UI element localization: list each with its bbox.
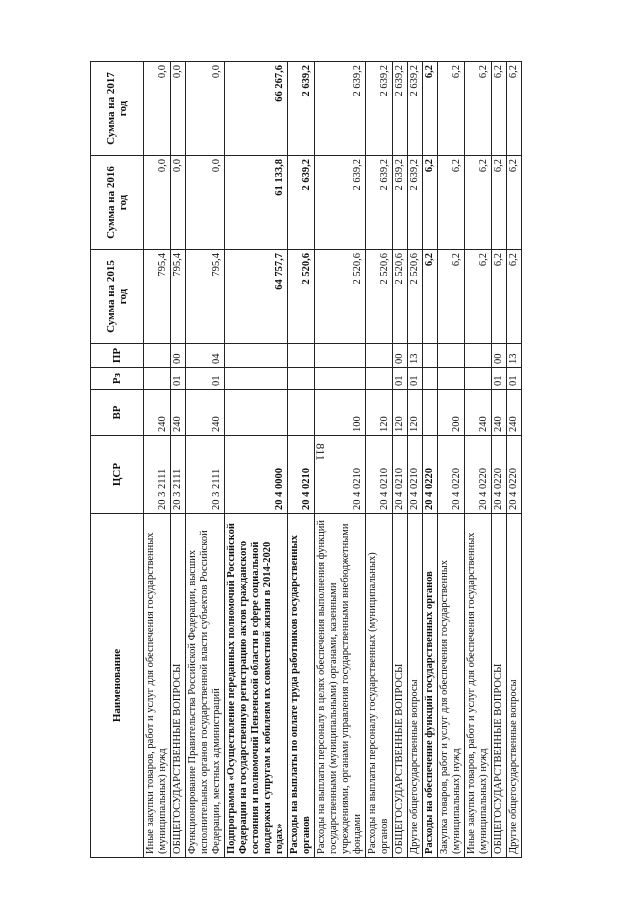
- cell-csr: 20 4 0220: [492, 436, 507, 514]
- cell-name: ОБЩЕГОСУДАРСТВЕННЫЕ ВОПРОСЫ: [393, 514, 408, 858]
- cell-csr: 20 4 0220: [438, 436, 465, 514]
- cell-vr: 240: [144, 390, 171, 436]
- cell-name: Подпрограмма «Осуществление переданных полномочий Российской Федерации на государственную регистрацию актов гражданского состояния и полномочий Пензенской области в сфере социальной поддержки супругам к юбилеям их совместной жизни в 2014-2020 годах»: [225, 514, 288, 858]
- cell-rz: 01: [408, 368, 423, 390]
- budget-table-frame: [90, 62, 554, 858]
- table-row: [393, 62, 408, 858]
- cell-rz: [438, 368, 465, 390]
- cell-sum-2015: 2 520,6: [408, 250, 423, 344]
- cell-name: Расходы на выплаты персоналу в целях обеспечения выполнения функций государственными (муниципальными) органами, казенными учреждениями, органами управления государственными внебюджетными фондами: [315, 514, 366, 858]
- table-row: [408, 62, 423, 858]
- cell-rz: [423, 368, 438, 390]
- cell-pr: 00: [171, 344, 186, 368]
- table-row: [465, 62, 492, 858]
- table-row: [144, 62, 171, 858]
- cell-name: Другие общегосударственные вопросы: [408, 514, 423, 858]
- table-header-row: [91, 62, 144, 858]
- cell-name: Иные закупки товаров, работ и услуг для обеспечения государственных (муниципальных) нужд: [144, 514, 171, 858]
- cell-sum-2017: 2 639,2: [408, 62, 423, 156]
- cell-csr: 20 4 0220: [507, 436, 522, 514]
- cell-pr: 00: [393, 344, 408, 368]
- cell-pr: 04: [186, 344, 225, 368]
- table-row: [507, 62, 522, 858]
- table-row: [423, 62, 438, 858]
- cell-rz: [225, 368, 288, 390]
- cell-pr: [366, 344, 393, 368]
- cell-sum-2016: 0,0: [144, 156, 171, 250]
- cell-rz: [315, 368, 366, 390]
- cell-sum-2015: 6,2: [438, 250, 465, 344]
- cell-sum-2016: 0,0: [171, 156, 186, 250]
- cell-sum-2016: 2 639,2: [288, 156, 315, 250]
- cell-vr: 120: [408, 390, 423, 436]
- cell-vr: [225, 390, 288, 436]
- cell-name: Иные закупки товаров, работ и услуг для обеспечения государственных (муниципальных) нужд: [465, 514, 492, 858]
- cell-csr: 20 3 2111: [144, 436, 171, 514]
- cell-sum-2015: 795,4: [171, 250, 186, 344]
- cell-sum-2017: 2 639,2: [366, 62, 393, 156]
- table-row: [288, 62, 315, 858]
- cell-pr: [315, 344, 366, 368]
- cell-sum-2016: 6,2: [423, 156, 438, 250]
- cell-pr: 00: [492, 344, 507, 368]
- cell-sum-2017: 66 267,6: [225, 62, 288, 156]
- cell-rz: [366, 368, 393, 390]
- table-row: [366, 62, 393, 858]
- cell-sum-2017: 6,2: [423, 62, 438, 156]
- cell-sum-2017: 0,0: [144, 62, 171, 156]
- cell-sum-2015: 6,2: [492, 250, 507, 344]
- header-sum-2015: Сумма на 2015 год: [91, 250, 144, 344]
- cell-sum-2016: 2 639,2: [408, 156, 423, 250]
- cell-rz: 01: [393, 368, 408, 390]
- cell-sum-2016: 0,0: [186, 156, 225, 250]
- cell-name: Расходы на обеспечение функций государственных органов: [423, 514, 438, 858]
- cell-sum-2016: 61 133,8: [225, 156, 288, 250]
- header-sum-2016: Сумма на 2016 год: [91, 156, 144, 250]
- cell-pr: [438, 344, 465, 368]
- cell-sum-2017: 0,0: [186, 62, 225, 156]
- cell-sum-2015: 795,4: [186, 250, 225, 344]
- budget-table: [90, 61, 522, 858]
- cell-sum-2015: 6,2: [423, 250, 438, 344]
- cell-csr: 20 4 0220: [465, 436, 492, 514]
- header-pr: ПР: [91, 344, 144, 368]
- cell-sum-2015: 6,2: [465, 250, 492, 344]
- cell-sum-2015: 795,4: [144, 250, 171, 344]
- cell-vr: 240: [507, 390, 522, 436]
- cell-rz: 01: [507, 368, 522, 390]
- cell-sum-2016: 6,2: [465, 156, 492, 250]
- table-row: [438, 62, 465, 858]
- cell-csr: 20 4 0000: [225, 436, 288, 514]
- cell-csr: 20 3 2111: [186, 436, 225, 514]
- budget-table-rotated: [90, 62, 554, 858]
- cell-sum-2017: 2 639,2: [315, 62, 366, 156]
- cell-vr: 120: [366, 390, 393, 436]
- cell-sum-2017: 0,0: [171, 62, 186, 156]
- cell-sum-2017: 6,2: [507, 62, 522, 156]
- cell-pr: 13: [408, 344, 423, 368]
- cell-sum-2017: 2 639,2: [288, 62, 315, 156]
- table-row: [492, 62, 507, 858]
- cell-rz: [288, 368, 315, 390]
- cell-vr: [423, 390, 438, 436]
- cell-pr: [225, 344, 288, 368]
- cell-sum-2015: 64 757,7: [225, 250, 288, 344]
- cell-name: ОБЩЕГОСУДАРСТВЕННЫЕ ВОПРОСЫ: [171, 514, 186, 858]
- cell-sum-2015: 2 520,6: [288, 250, 315, 344]
- cell-sum-2015: 6,2: [507, 250, 522, 344]
- cell-rz: [144, 368, 171, 390]
- cell-name: Закупка товаров, работ и услуг для обеспечения государственных (муниципальных) нужд: [438, 514, 465, 858]
- cell-sum-2017: 6,2: [492, 62, 507, 156]
- table-row: [171, 62, 186, 858]
- table-row: [225, 62, 288, 858]
- cell-sum-2016: 2 639,2: [366, 156, 393, 250]
- cell-csr: 20 4 0210: [366, 436, 393, 514]
- cell-csr: 20 3 2111: [171, 436, 186, 514]
- cell-sum-2016: 6,2: [492, 156, 507, 250]
- cell-vr: 100: [315, 390, 366, 436]
- cell-sum-2015: 2 520,6: [366, 250, 393, 344]
- cell-sum-2016: 2 639,2: [315, 156, 366, 250]
- cell-sum-2016: 6,2: [507, 156, 522, 250]
- cell-csr: 20 4 0210: [288, 436, 315, 514]
- cell-csr: 20 4 0210: [393, 436, 408, 514]
- cell-vr: 240: [171, 390, 186, 436]
- cell-vr: 240: [465, 390, 492, 436]
- header-csr: ЦСР: [91, 436, 144, 514]
- cell-pr: [288, 344, 315, 368]
- cell-rz: 01: [171, 368, 186, 390]
- cell-pr: [465, 344, 492, 368]
- cell-name: Другие общегосударственные вопросы: [507, 514, 522, 858]
- cell-pr: 13: [507, 344, 522, 368]
- cell-csr: 20 4 0210: [408, 436, 423, 514]
- cell-vr: 120: [393, 390, 408, 436]
- cell-sum-2015: 2 520,6: [393, 250, 408, 344]
- header-name: Наименование: [91, 514, 144, 858]
- cell-vr: 200: [438, 390, 465, 436]
- cell-pr: [144, 344, 171, 368]
- header-rz: Рз: [91, 368, 144, 390]
- cell-sum-2017: 6,2: [438, 62, 465, 156]
- header-sum-2017: Сумма на 2017 год: [91, 62, 144, 156]
- page-number-text: 811: [313, 443, 328, 461]
- cell-csr: 20 4 0210: [315, 436, 366, 514]
- cell-sum-2017: 2 639,2: [393, 62, 408, 156]
- cell-name: ОБЩЕГОСУДАРСТВЕННЫЕ ВОПРОСЫ: [492, 514, 507, 858]
- cell-sum-2016: 2 639,2: [393, 156, 408, 250]
- cell-csr: 20 4 0220: [423, 436, 438, 514]
- cell-pr: [423, 344, 438, 368]
- cell-rz: 01: [186, 368, 225, 390]
- table-row: [315, 62, 366, 858]
- cell-name: Расходы на выплаты персоналу государственных (муниципальных) органов: [366, 514, 393, 858]
- cell-rz: [465, 368, 492, 390]
- cell-name: Функционирование Правительства Российской Федерации, высших исполнительных органов государственной власти субъектов Российской Федерации, местных администраций: [186, 514, 225, 858]
- cell-vr: 240: [186, 390, 225, 436]
- cell-rz: 01: [492, 368, 507, 390]
- cell-vr: [288, 390, 315, 436]
- cell-sum-2017: 6,2: [465, 62, 492, 156]
- cell-vr: 240: [492, 390, 507, 436]
- cell-sum-2016: 6,2: [438, 156, 465, 250]
- table-row: [186, 62, 225, 858]
- header-vr: ВР: [91, 390, 144, 436]
- cell-sum-2015: 2 520,6: [315, 250, 366, 344]
- cell-name: Расходы на выплаты по оплате труда работников государственных органов: [288, 514, 315, 858]
- table-body: [144, 62, 522, 858]
